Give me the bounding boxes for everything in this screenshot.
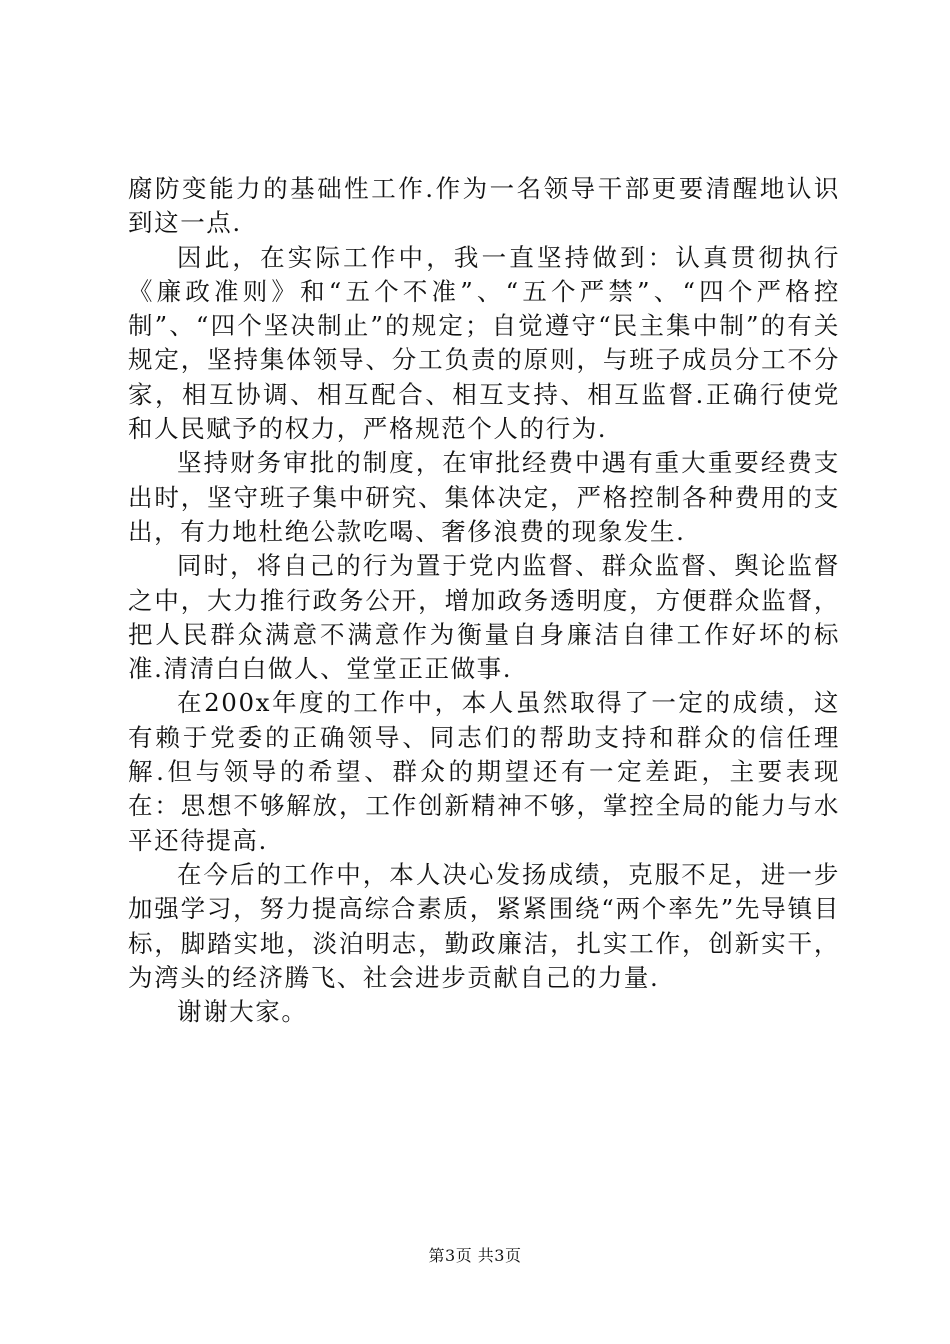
paragraph-4: 同时，将自己的行为置于党内监督、群众监督、舆论监督之中，大力推行政务公开，增加政务透明度，方便群众监督，把人民群众满意不满意作为衡量自身廉洁自律工作好坏的标准.清清白白做人、堂堂正正做事. xyxy=(128,551,840,684)
document-body xyxy=(128,172,840,1029)
paragraph-7: 谢谢大家。 xyxy=(177,997,308,1027)
paragraph-5: 在200x年度的工作中，本人虽然取得了一定的成绩，这有赖于党委的正确领导、同志们的帮助支持和群众的信任理解.但与领导的希望、群众的期望还有一定差距，主要表现在：思想不够解放，工作创新精神不够，掌控全局的能力与水平还待提高. xyxy=(128,688,840,855)
page-number-footer: 第3页 共3页 xyxy=(428,1246,522,1265)
paragraph-6: 在今后的工作中，本人决心发扬成绩，克服不足，进一步加强学习，努力提高综合素质，紧紧围绕“两个率先”先导镇目标，脚踏实地，淡泊明志，勤政廉洁，扎实工作，创新实干，为湾头的经济腾飞、社会进步贡献自己的力量. xyxy=(128,859,840,992)
paragraph-2: 因此，在实际工作中，我一直坚持做到：认真贯彻执行《廉政准则》和“五个不准”、“五个严禁”、“四个严格控制”、“四个坚决制止”的规定；自觉遵守“民主集中制”的有关规定，坚持集体领导、分工负责的原则，与班子成员分工不分家，相互协调、相互配合、相互支持、相互监督.正确行使党和人民赋予的权力，严格规范个人的行为. xyxy=(128,242,840,444)
paragraph-3: 坚持财务审批的制度，在审批经费中遇有重大重要经费支出时，坚守班子集中研究、集体决定，严格控制各种费用的支出，有力地杜绝公款吃喝、奢侈浪费的现象发生. xyxy=(128,448,840,546)
paragraph-1: 腐防变能力的基础性工作.作为一名领导干部更要清醒地认识到这一点. xyxy=(128,174,840,238)
